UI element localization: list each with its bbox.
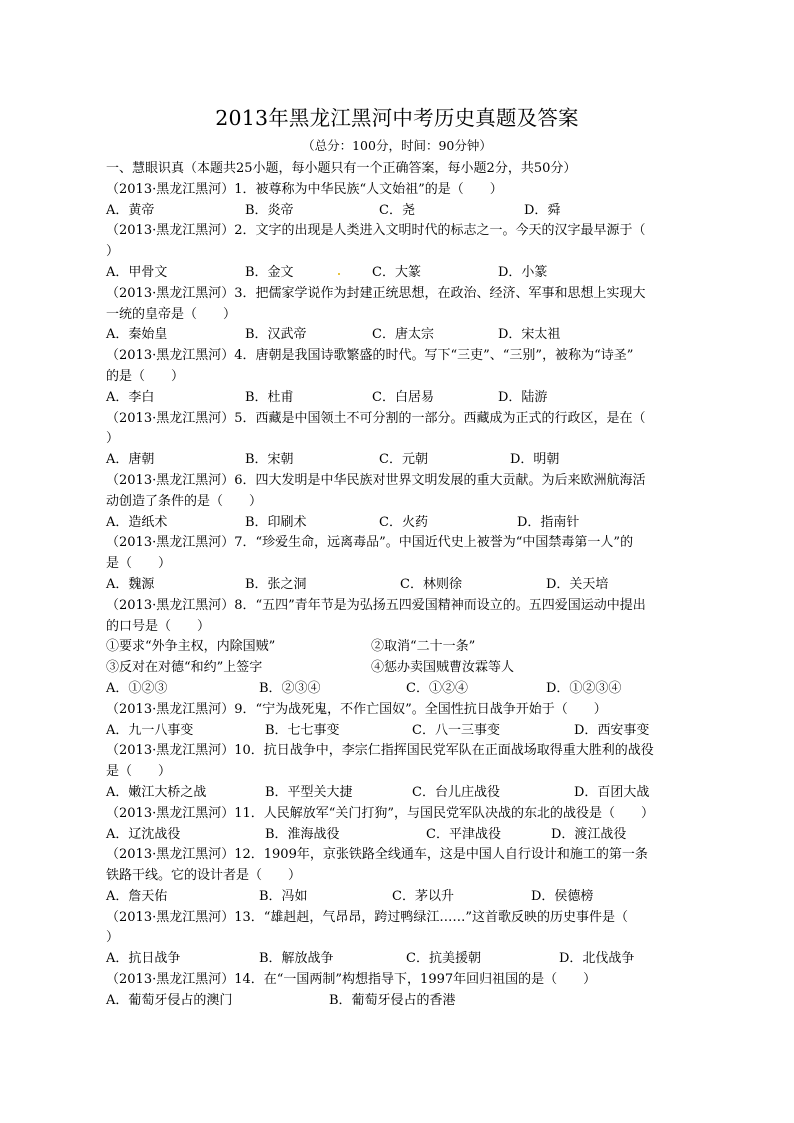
answer-option: C．八一三事变: [412, 722, 500, 738]
answer-option: A．抗日战争: [106, 951, 181, 967]
answer-option: A．造纸术: [106, 514, 168, 530]
question-stem: （2013·黑龙江黑河）7．“珍爱生命，远离毒品”。中国近代史上被誉为“中国禁毒第一人”的: [106, 535, 634, 551]
answer-option: D．渡江战役: [551, 826, 627, 842]
question-stem: 的口号是（ ）: [106, 618, 211, 634]
statement-item: ③反对在对德“和约”上签字: [106, 660, 263, 676]
question-stem: （2013·黑龙江黑河）2．文字的出现是人类进入文明时代的标志之一。今天的汉字最早源于（: [106, 223, 646, 239]
answer-option: D．①②③④: [546, 680, 622, 696]
answer-option: D．陆游: [498, 389, 548, 405]
answer-options: [106, 825, 694, 846]
answer-option: B．淮海战役: [265, 826, 340, 842]
statement-row: [106, 658, 694, 679]
question-stem: （2013·黑龙江黑河）4．唐朝是我国诗歌繁盛的时代。写下“三吏”、“三别”，被称为“诗圣”: [106, 348, 634, 364]
answer-option: A．詹天佑: [106, 888, 168, 904]
exam-info: （总分：100分，时间：90分钟）: [302, 138, 492, 153]
answer-options: [106, 887, 694, 908]
answer-option: D．明朝: [510, 452, 560, 468]
question-stem: （2013·黑龙江黑河）11．人民解放军“关门打狗”，与国民党军队决战的东北的战役是（ ）: [106, 805, 655, 821]
answer-options: [106, 679, 694, 700]
question-list: [106, 159, 694, 1012]
question-stem: ）: [106, 244, 120, 260]
question-stem: 的是（ ）: [106, 368, 185, 384]
answer-option: B．金文: [245, 264, 294, 280]
answer-option: A．九一八事变: [106, 722, 194, 738]
answer-option: A．唐朝: [106, 452, 155, 468]
answer-option: D．宋太祖: [498, 327, 561, 343]
answer-option: B．冯如: [259, 888, 308, 904]
question-stem: 是（ ）: [106, 764, 172, 780]
answer-option: B．汉武帝: [245, 327, 307, 343]
answer-options: [106, 575, 694, 596]
stray-mark: [338, 273, 340, 275]
answer-option: D．关天培: [546, 576, 609, 592]
answer-option: A．①②③: [106, 680, 168, 696]
answer-option: A．李白: [106, 389, 155, 405]
answer-option: B．印刷术: [245, 514, 307, 530]
answer-option: B．②③④: [259, 680, 321, 696]
answer-options: [106, 949, 694, 970]
question-stem: （2013·黑龙江黑河）9．“宁为战死鬼，不作亡国奴”。全国性抗日战争开始于（ ）: [106, 701, 607, 717]
answer-option: C．大篆: [372, 264, 421, 280]
answer-options: [106, 263, 694, 284]
answer-option: D．北伐战争: [559, 951, 635, 967]
answer-options: [106, 721, 694, 742]
question-stem: ）: [106, 930, 120, 946]
answer-option: C．台儿庄战役: [412, 784, 500, 800]
answer-option: A．葡萄牙侵占的澳门: [106, 992, 233, 1008]
answer-option: A．秦始皇: [106, 327, 168, 343]
answer-option: D．小篆: [498, 264, 548, 280]
answer-option: A．辽沈战役: [106, 826, 181, 842]
answer-option: D．西安事变: [574, 722, 650, 738]
statement-item: ②取消“二十一条”: [371, 639, 476, 655]
answer-option: C．火药: [379, 514, 428, 530]
answer-option: C．①②④: [406, 680, 468, 696]
answer-option: A．甲骨文: [106, 264, 168, 280]
answer-options: [106, 513, 694, 534]
answer-option: D．侯德榜: [531, 888, 594, 904]
statement-item: ④惩办卖国贼曹汝霖等人: [371, 660, 515, 676]
question-stem: （2013·黑龙江黑河）14．在“一国两制”构想指导下，1997年回归祖国的是（ ）: [106, 972, 597, 988]
answer-option: A．魏源: [106, 576, 155, 592]
answer-options: [106, 450, 694, 471]
answer-option: C．林则徐: [400, 576, 462, 592]
statement-item: ①要求“外争主权，内除国贼”: [106, 639, 276, 655]
answer-option: B．七七事变: [265, 722, 340, 738]
question-stem: （2013·黑龙江黑河）8．“五四”青年节是为弘扬五四爱国精神而设立的。五四爱国运动中提出: [106, 597, 646, 613]
answer-option: D．舜: [524, 202, 561, 218]
statement-row: [106, 637, 694, 658]
question-stem: 铁路干线。它的设计者是（ ）: [106, 868, 302, 884]
answer-options: [106, 783, 694, 804]
answer-option: C．唐太宗: [372, 327, 434, 343]
question-stem: （2013·黑龙江黑河）12．1909年，京张铁路全线通车，这是中国人自行设计和施工的第一条: [106, 847, 648, 863]
answer-option: B．葡萄牙侵占的香港: [329, 992, 456, 1008]
answer-option: B．炎帝: [245, 202, 294, 218]
answer-option: C．尧: [379, 202, 415, 218]
answer-option: C．抗美援朝: [406, 951, 481, 967]
question-stem: （2013·黑龙江黑河）6．四大发明是中华民族对世界文明发展的重大贡献。为后来欧洲航海活: [106, 472, 646, 488]
section-heading: 一、慧眼识真（本题共25小题，每小题只有一个正确答案，每小题2分，共50分）: [106, 161, 577, 176]
answer-option: C．平津战役: [426, 826, 501, 842]
answer-option: B．张之洞: [245, 576, 307, 592]
answer-option: A．黄帝: [106, 202, 155, 218]
answer-option: B．解放战争: [259, 951, 334, 967]
question-stem: （2013·黑龙江黑河）5．西藏是中国领土不可分割的一部分。西藏成为正式的行政区，是在（: [106, 410, 646, 426]
answer-option: B．杜甫: [245, 389, 294, 405]
answer-options: [106, 388, 694, 409]
question-stem: 是（ ）: [106, 556, 172, 572]
page-title: 2013年黑龙江黑河中考历史真题及答案: [215, 106, 579, 130]
question-stem: 一统的皇帝是（ ）: [106, 306, 237, 322]
answer-option: D．指南针: [517, 514, 580, 530]
answer-options: [106, 201, 694, 222]
question-stem: （2013·黑龙江黑河）3．把儒家学说作为封建正统思想，在政治、经济、军事和思想上实现大: [106, 285, 646, 301]
question-stem: 动创造了条件的是（ ）: [106, 493, 263, 509]
answer-options: [106, 991, 694, 1012]
answer-option: C．茅以升: [392, 888, 454, 904]
answer-option: C．白居易: [372, 389, 434, 405]
question-stem: ）: [106, 431, 120, 447]
question-stem: （2013·黑龙江黑河）1．被尊称为中华民族“人文始祖”的是（ ）: [106, 181, 503, 197]
answer-options: [106, 325, 694, 346]
answer-option: C．元朝: [379, 452, 428, 468]
answer-option: B．宋朝: [245, 452, 294, 468]
question-stem: （2013·黑龙江黑河）13．“雄赳赳，气昂昂，跨过鸭绿江……”这首歌反映的历史事件是（: [106, 909, 629, 925]
answer-option: A．嫩江大桥之战: [106, 784, 207, 800]
answer-option: D．百团大战: [574, 784, 650, 800]
answer-option: B．平型关大捷: [265, 784, 353, 800]
question-stem: （2013·黑龙江黑河）10．抗日战争中，李宗仁指挥国民党军队在正面战场取得重大胜利的战役: [106, 743, 654, 759]
